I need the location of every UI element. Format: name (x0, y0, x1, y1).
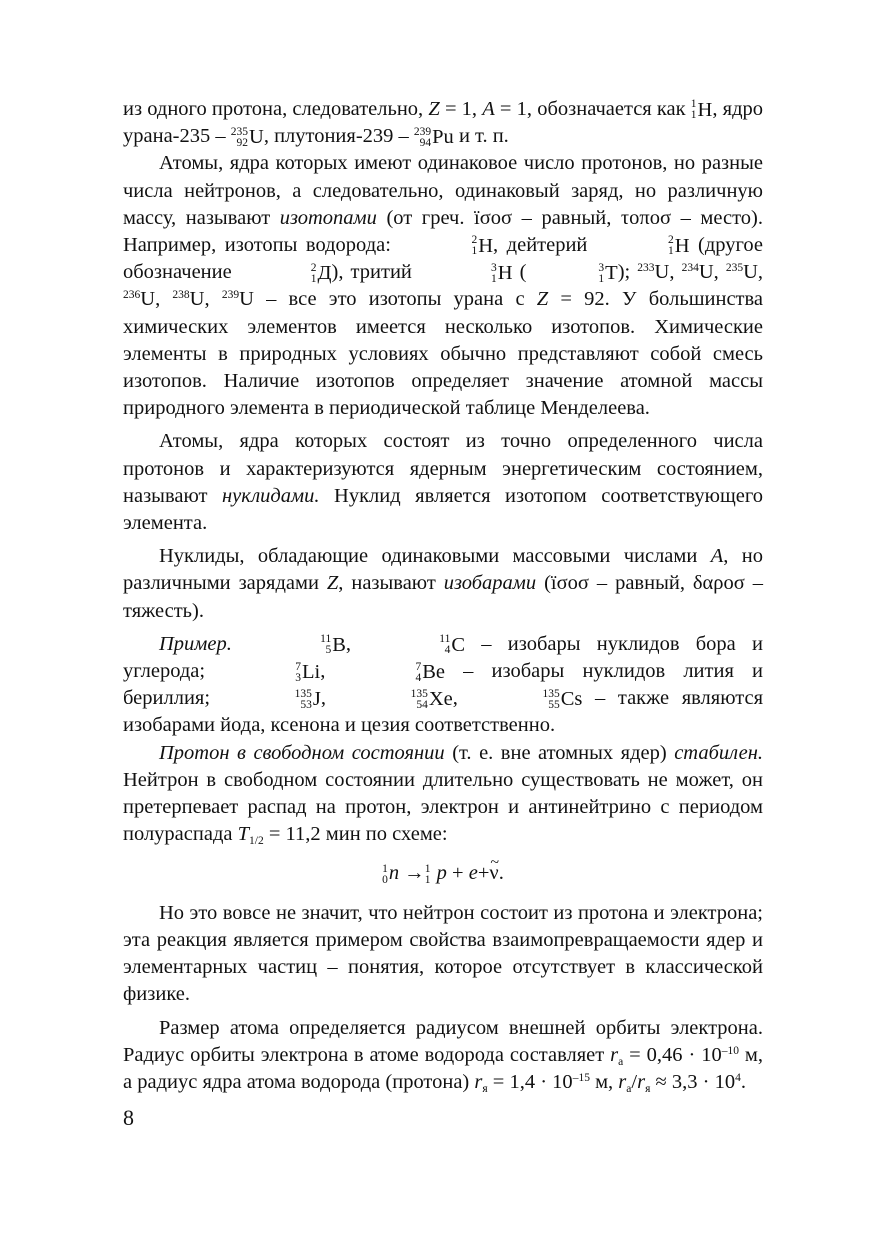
example-label: Пример. (159, 632, 232, 655)
paragraph-proton-neutron: Протон в свободном состоянии (т. е. вне атомных ядер) стабилен. Нейтрон в свободном состоянии длительно существовать не может, он претерпевает распад на протон, электрон и антинейтрино с периодом полураспада $T_{1/2} = 11,2$ мин по схеме: (123, 741, 763, 848)
nuclide-be7: 7 4 Be (415, 660, 446, 684)
nuclide-tritium: 3 1 H (490, 261, 513, 285)
nuclide-h1: 1 1 H (690, 98, 713, 122)
term-isotopes: изотопами (279, 206, 377, 229)
term-nuclides: нуклидами. (221, 484, 320, 507)
paragraph-example: Пример. 11 5 B, 11 4 C – изобары нуклидов бора и углерода; 7 3 Li, 7 4 Be – изобары нуклидов лития и бериллия; 135 53 J, 135 54 Xe, 135 55 Cs – также являются изобарами йода, ксенона и цезия соответственно. (123, 632, 764, 737)
nuclide-d: 2 1 Д (310, 261, 332, 285)
paragraph-isobars: Нуклиды, обладающие одинаковыми массовыми числами A, но различными зарядами Z, называют изобарами (ïσοσ – равный, δαρoσ – тяжесть). (123, 545, 764, 622)
nuclide-b11: 11 5 B (320, 633, 346, 657)
proton-symbol: 1 1 (424, 862, 431, 886)
nuclide-pu239: 239 94 Pu (413, 125, 454, 149)
nuclide-h2: 2 1 H (471, 234, 494, 258)
nuclide-t: 3 1 T (598, 261, 618, 285)
nuclide-cs135: 135 55 Cs (542, 687, 583, 711)
nuclide-u235: 235 92 U (230, 125, 264, 149)
neutron-decay-formula: 1 0 n → 1 1 p + e+~ ν. (123, 860, 763, 887)
term-isobars: изобарами (443, 572, 537, 595)
neutron-symbol: 1 0 (382, 862, 388, 886)
paragraph-interconversion: Но это вовсе не значит, что нейтрон состоит из протона и электрона; эта реакция является примером свойства взаимопревращаемости ядер и элементарных частиц – понятия, которое отсутствует в классической физике. (123, 901, 763, 1006)
nuclide-c11: 11 4 C (439, 633, 466, 657)
nuclide-li7: 7 3 Li (295, 660, 321, 684)
paragraph-atom-size: Размер атома определяется радиусом внешней орбиты электрона. Радиус орбиты электрона в атоме водорода составляет $r_а = 0,46 \cdot 10^{-10}$ м, а радиус ядра атома водорода (протона) $r_я = 1,4 \cdot 10^{-15}$ м, $r_а/r_я \approx 3,3 \cdot 10^4$. (123, 1016, 763, 1095)
paragraph-hydrogen-notation: из одного протона, следовательно, Z = 1, A = 1, обозначается как 1 1 H, ядро урана-235 – 235 92 U, плутония-239 – 239 94 Pu и т. п. (123, 98, 763, 149)
page-number: 8 (123, 1105, 134, 1130)
page-body (123, 96, 763, 1096)
nuclide-deuterium: 2 1 H (667, 234, 690, 258)
paragraph-isotopes: Атомы, ядра которых имеют одинаковое число протонов, но разные числа нейтронов, а следовательно, одинаковый заряд, но различную массу, называют изотопами (от греч. ïσοσ – равный, τoπoσ – место). Например, изотопы водорода: 2 1 H, дейтерий 2 1 H (другое обозначение 2 1 Д), тритий 3 1 H ( 3 1 T); $^{233}$U, $^{234}$U, $^{235}$U, $^{236}$U, $^{238}$U, $^{239}$U – все это изотопы урана с Z = 92. У большинства химических элементов имеется несколько изотопов. Химические элементы в природных условиях обычно представляют собой смесь изотопов. Наличие изотопов определяет значение атомной массы природного элемента в периодической таблице Менделеева. (123, 152, 764, 420)
paragraph-nuclides: Атомы, ядра которых состоят из точно определенного числа протонов и характеризуются ядерным энергетическим состоянием, называют нуклидами. Нуклид является изотопом соответствующего элемента. (123, 430, 764, 535)
nuclide-xe135: 135 54 Xe (410, 687, 453, 711)
nuclide-j135: 135 53 J (294, 687, 321, 711)
uranium-isotope-list: $^{233}$U, $^{234}$U, $^{235}$U, $^{236}$U, $^{238}$U, $^{239}$U (123, 261, 764, 311)
antineutrino-symbol: ~ ν (489, 860, 498, 887)
